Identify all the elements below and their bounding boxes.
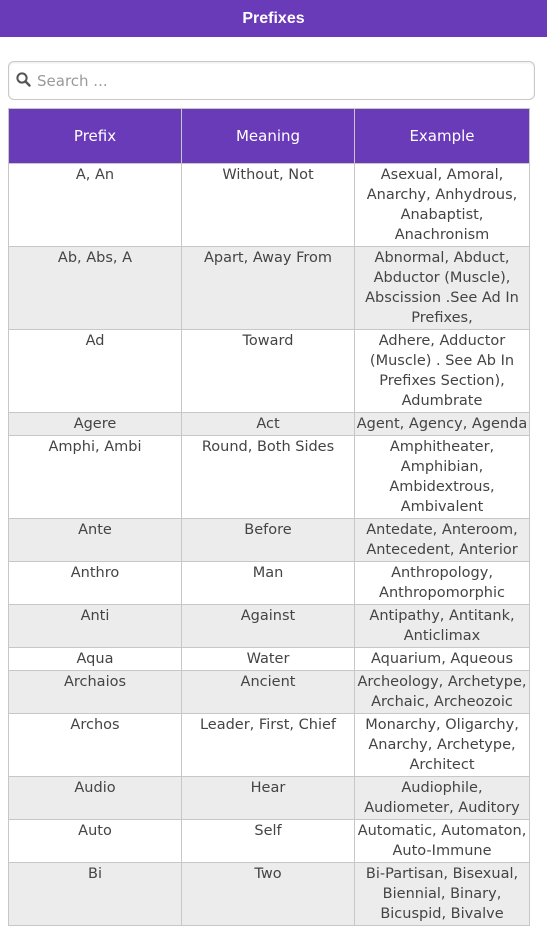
meaning-cell: Without, Not [182, 164, 355, 247]
prefix-cell: A, An [9, 164, 182, 247]
table-row [9, 436, 530, 519]
table-header-row [9, 109, 530, 164]
meaning-cell: Hear [182, 777, 355, 820]
prefix-cell: Amphi, Ambi [9, 436, 182, 519]
prefix-cell: Ante [9, 519, 182, 562]
meaning-cell: Against [182, 605, 355, 648]
meaning-cell: Act [182, 413, 355, 436]
example-cell: Bi-Partisan, Bisexual, Biennial, Binary, Bicuspid, Bivalve [355, 863, 530, 926]
example-cell: Adhere, Adductor (Muscle) . See Ab In Prefixes Section), Adumbrate [355, 330, 530, 413]
table-row [9, 330, 530, 413]
prefix-cell: Archos [9, 714, 182, 777]
meaning-cell: Apart, Away From [182, 247, 355, 330]
example-cell: Aquarium, Aqueous [355, 648, 530, 671]
prefix-cell: Ad [9, 330, 182, 413]
prefix-cell: Aqua [9, 648, 182, 671]
search-icon [15, 71, 33, 89]
prefix-cell: Auto [9, 820, 182, 863]
example-cell: Asexual, Amoral, Anarchy, Anhydrous, Anabaptist, Anachronism [355, 164, 530, 247]
example-cell: Anthropology, Anthropomorphic [355, 562, 530, 605]
table-row [9, 562, 530, 605]
meaning-cell: Man [182, 562, 355, 605]
prefix-cell: Bi [9, 863, 182, 926]
meaning-cell: Self [182, 820, 355, 863]
meaning-cell: Before [182, 519, 355, 562]
table-row [9, 519, 530, 562]
table-row [9, 820, 530, 863]
prefix-table [8, 108, 530, 926]
example-cell: Amphitheater, Amphibian, Ambidextrous, Ambivalent [355, 436, 530, 519]
prefix-cell: Audio [9, 777, 182, 820]
search-box[interactable] [8, 61, 535, 100]
example-cell: Monarchy, Oligarchy, Anarchy, Archetype, Architect [355, 714, 530, 777]
meaning-cell: Ancient [182, 671, 355, 714]
example-cell: Antipathy, Antitank, Anticlimax [355, 605, 530, 648]
page-title: Prefixes [242, 9, 305, 27]
prefix-cell: Anti [9, 605, 182, 648]
column-header-prefix[interactable]: Prefix [9, 109, 182, 164]
prefix-cell: Archaios [9, 671, 182, 714]
table-row [9, 863, 530, 926]
table-row [9, 413, 530, 436]
meaning-cell: Leader, First, Chief [182, 714, 355, 777]
table-row [9, 605, 530, 648]
meaning-cell: Toward [182, 330, 355, 413]
table-row [9, 671, 530, 714]
example-cell: Abnormal, Abduct, Abductor (Muscle), Abscission .See Ad In Prefixes, [355, 247, 530, 330]
prefix-cell: Agere [9, 413, 182, 436]
prefix-cell: Ab, Abs, A [9, 247, 182, 330]
table-row [9, 714, 530, 777]
meaning-cell: Round, Both Sides [182, 436, 355, 519]
table-row [9, 777, 530, 820]
table-row [9, 247, 530, 330]
prefix-cell: Anthro [9, 562, 182, 605]
search-input[interactable] [37, 62, 528, 99]
table-row [9, 164, 530, 247]
app-header [0, 0, 547, 37]
column-header-example[interactable]: Example [355, 109, 530, 164]
table-body [9, 164, 530, 926]
example-cell: Antedate, Anteroom, Antecedent, Anterior [355, 519, 530, 562]
meaning-cell: Water [182, 648, 355, 671]
example-cell: Agent, Agency, Agenda [355, 413, 530, 436]
example-cell: Automatic, Automaton, Auto-Immune [355, 820, 530, 863]
prefix-table-container [8, 108, 529, 926]
meaning-cell: Two [182, 863, 355, 926]
example-cell: Archeology, Archetype, Archaic, Archeozoic [355, 671, 530, 714]
example-cell: Audiophile, Audiometer, Auditory [355, 777, 530, 820]
table-row [9, 648, 530, 671]
column-header-meaning[interactable]: Meaning [182, 109, 355, 164]
